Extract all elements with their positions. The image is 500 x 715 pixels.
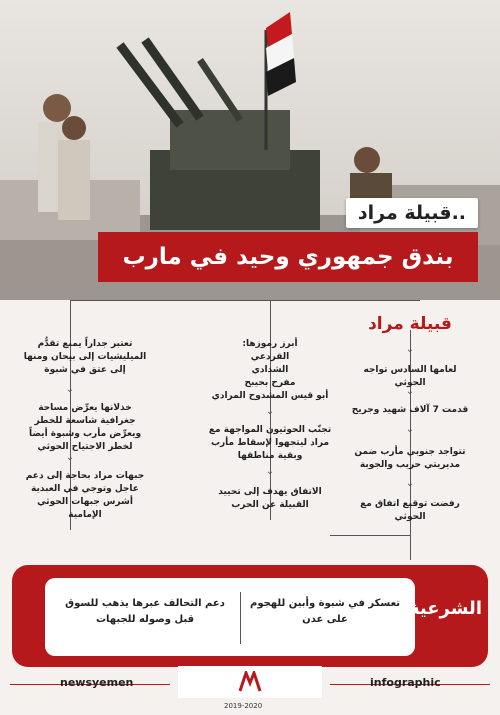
right-item-1: لعامها السادس تواجه الحوثي	[363, 365, 457, 388]
subtitle-banner	[98, 232, 478, 282]
left-item-3: جبهات مراد بحاجة إلى دعم عاجل وتوجي في العبدية أشرس جبهات الحوثي الإمامية	[25, 471, 145, 520]
footer-brand-right: infographic	[370, 676, 441, 689]
chevron-down-icon: ⌄	[65, 384, 75, 395]
right-item-3: تتواجد جنوبي مأرب ضمن مديريتي حريب والجوبة	[354, 447, 466, 470]
title-box	[346, 198, 478, 228]
legitimacy-label: الشرعية	[408, 598, 482, 619]
right-item-4: رفضت توقيع اتفاق مع الحوثي	[360, 499, 460, 522]
right-item-2: قدمت 7 آلاف شهيد وجريح	[351, 405, 469, 415]
chevron-down-icon: ⌄	[265, 406, 275, 417]
footer-logo	[178, 666, 322, 698]
middle-item-1: أبرز رموزها: القردعي الشدادي مفرح بحيبح أبو قيس المشدوح المرادي	[211, 339, 329, 401]
chevron-down-icon: ⌄	[65, 452, 75, 463]
chevron-down-icon: ⌄	[265, 466, 275, 477]
top-connector-line	[70, 300, 420, 301]
page-title: قبيلة مراد..	[357, 202, 466, 224]
news-logo-icon	[236, 671, 264, 693]
footer-year: 2019-2020	[224, 702, 263, 710]
right-column-heading: قبيلة مراد	[368, 314, 452, 334]
legitimacy-left-text: دعم التحالف عبرها يذهب للسوق قبل وصوله للجبهات	[65, 598, 225, 625]
chevron-down-icon: ⌄	[405, 344, 415, 355]
chevron-down-icon: ⌄	[405, 386, 415, 397]
footer-brand-left: newsyemen	[60, 676, 134, 689]
left-item-2: خذلانها يعرِّض مساحة جغرافية شاسعة للخطر ويعرِّض مأرب وشبوة أيضاً لخطر الاجتياح الحوثي	[28, 403, 142, 452]
legitimacy-divider	[240, 592, 241, 644]
footer	[0, 666, 500, 715]
chevron-down-icon: ⌄	[405, 424, 415, 435]
chevron-down-icon: ⌄	[405, 478, 415, 489]
left-item-1: تعتبر جداراً يمنع تقدُّم الميليشيات إلى بيحان ومنها إلى عتق في شبوة	[23, 339, 147, 375]
page-subtitle: بندق جمهوري وحيد في مارب	[122, 244, 454, 270]
legitimacy-right-text: تعسكر في شبوة وأبين للهجوم على عدن	[249, 598, 400, 625]
bottom-connector-line	[330, 535, 410, 536]
middle-item-2: تجنّب الحوثيون المواجهة مع مراد ليتجهوا لإسقاط مأرب وبقية مناطقها	[208, 425, 332, 461]
middle-item-3: الاتفاق يهدف إلى تحييد القبيلة عن الحرب	[218, 487, 322, 510]
